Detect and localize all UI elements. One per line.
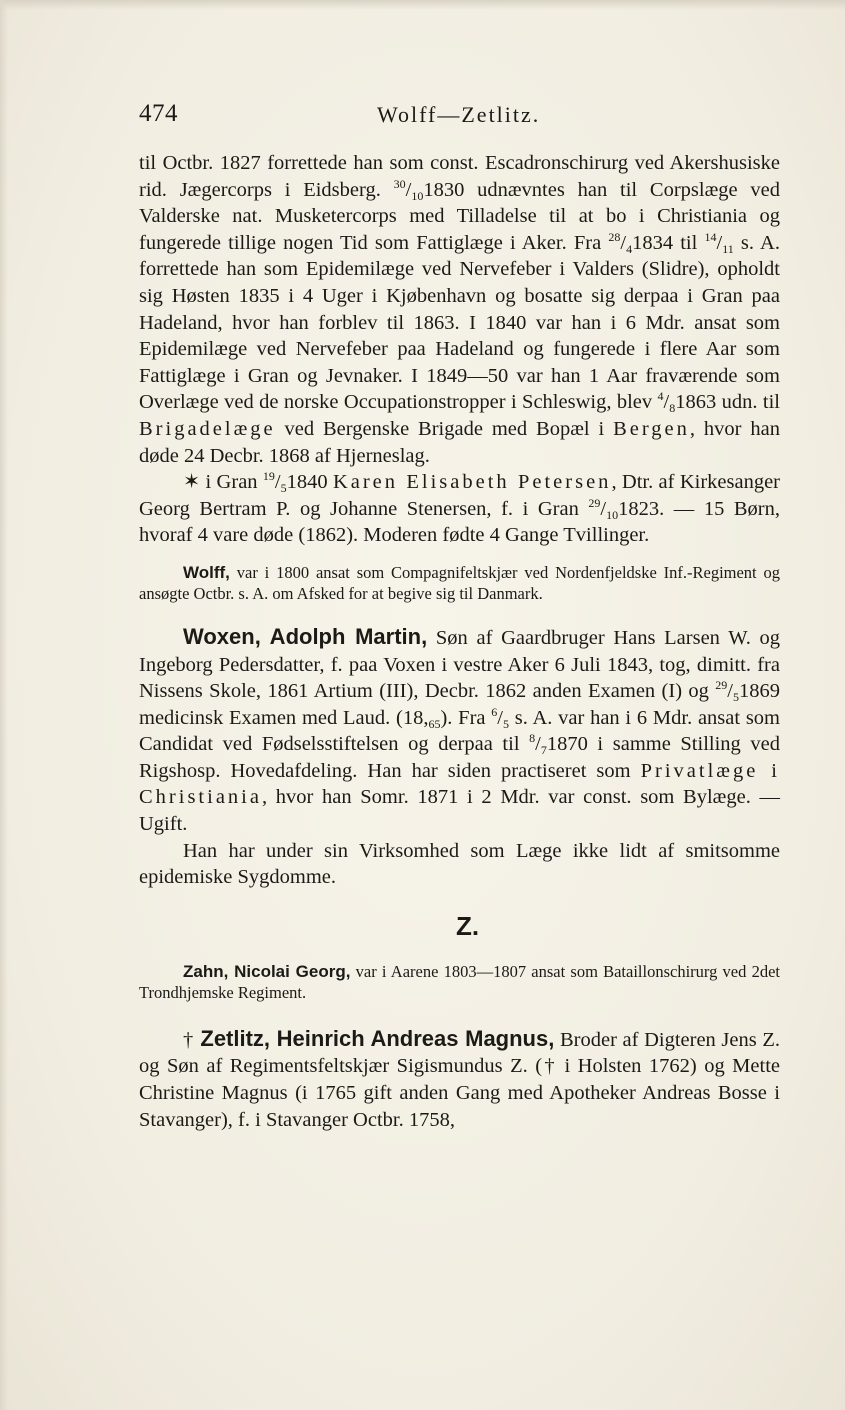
spacer (139, 604, 780, 624)
entry-name: Zahn, Nicolai Georg, (183, 961, 351, 981)
text-run: i Gran (200, 471, 263, 494)
entry-name: Wolff, (183, 562, 230, 582)
text-run: 1823. — 15 Børn, hvoraf 4 vare døde (1862). Moderen fødte 4 Gange Tvillinger. (139, 497, 781, 547)
fraction-numerator: 6 (491, 704, 498, 719)
fraction-denominator: 5 (733, 690, 739, 705)
text-run: 1840 (286, 471, 333, 494)
body-text (139, 150, 780, 1133)
text-run: til Octbr. 1827 forrettede han som const. Escadronschirurg ved Akershusiske rid. Jægercorps i Eidsberg. (139, 152, 780, 201)
entry-wolff-marriage: ✶ i Gran $^{19}/_51840$ Karen Elisabeth Petersen, Dtr. af Kirkesanger Georg Bertram P. og Johanne Stenersen, f. i Gran $^{29}/_{10}1823$. — 15 Børn, hvoraf 4 vare døde (1862). Moderen fødte 4 Gange Tvillinger. (139, 469, 781, 547)
fraction-numerator: 8 (529, 731, 536, 746)
fraction-numerator: 30 (393, 176, 406, 191)
fraction-denominator: 7 (540, 743, 547, 758)
text-run: Han har under sin Virksomhed som Læge ikke lidt af smitsomme epidemiske Sygdomme. (139, 839, 780, 889)
fraction-denominator: 4 (626, 241, 633, 256)
spacer (139, 549, 780, 562)
fraction-denominator: 10 (606, 507, 619, 522)
spacer (139, 1003, 780, 1026)
text-run: var i 1800 ansat som Compagnifeltskjær ved Nordenfjeldske Inf.-Regiment og ansøgte Octbr. s. A. om Afsked for at begive sig til Danmark. (139, 562, 780, 603)
text-run: var i Aarene 1803—1807 ansat som Bataillonschirurg ved 2det Trondhjemske Regiment. (139, 961, 780, 1002)
fraction-denominator: 5 (280, 481, 287, 496)
page-header (139, 96, 779, 132)
spaced-text: Privatlæge i Christiania (139, 759, 781, 809)
spacer (139, 941, 780, 961)
entry-name: Zetlitz, Heinrich Andreas Magnus, (193, 1025, 555, 1051)
death-symbol: † (183, 1028, 194, 1051)
spaced-text: Bergen (613, 417, 690, 440)
spaced-text: Karen Elisabeth Petersen (332, 471, 612, 494)
text-run: s. A. var han i 6 Mdr. ansat som Candidat ved Fødselsstiftelsen og derpaa til (139, 706, 781, 756)
fraction-numerator: 29 (715, 678, 728, 693)
entry-wolff-feltskjaer (139, 562, 780, 604)
page-edge-left (0, 0, 8, 1410)
entry-woxen-note (139, 838, 780, 891)
entry-woxen: Woxen, Adolph Martin, Søn af Gaardbruger Hans Larsen W. og Ingeborg Pedersdatter, f. paa Voxen i vestre Aker 6 Juli 1843, tog, dimitt. fra Nissens Skole, 1861 Artium (III), Decbr. 1862 anden Examen (I) og $^{29}/_51869$ medicinsk Examen med Laud. $(18,_{65})$. Fra $^6/_5$ s. A. var han i 6 Mdr. ansat som Candidat ved Fødselsstiftelsen og derpaa til $^8/_71870$ i samme Stilling ved Rigshosp. Hovedafdeling. Han har siden practiseret som Privatlæge i Christiania, hvor han Somr. 1871 i 2 Mdr. var const. som Bylæge. — Ugift. (139, 623, 781, 836)
text-run: 1863 udn. til (675, 391, 780, 414)
entry-zetlitz (139, 1026, 780, 1133)
spacer (139, 891, 780, 911)
fraction-denominator: 5 (502, 716, 509, 731)
fraction-denominator: 8 (669, 401, 676, 416)
text-run: , Dtr. af Kirkesanger Georg Bertram P. og Johanne Stenersen, f. i Gran (139, 471, 781, 520)
page-edge-top (0, 0, 845, 10)
text-run: 1869 medicinsk Examen med Laud. (18, (139, 680, 780, 729)
text-run: 1870 i samme Stilling ved Rigshosp. Hovedafdeling. Han har siden practiseret som (139, 733, 780, 782)
fraction-numerator: 14 (704, 229, 717, 244)
fraction-numerator: 19 (262, 469, 275, 484)
text-run: Broder af Digteren Jens Z. og Søn af Regimentsfeltskjær Sigismundus Z. († i Holsten 1762) og Mette Christine Magnus (i 1765 gift anden Gang med Apotheker Andreas Bosse i Stavanger), f. i Stavanger Octbr. 1758, (139, 1028, 781, 1131)
fraction-numerator: 28 (608, 229, 621, 244)
spaced-text: Brigadelæge (139, 417, 276, 440)
section-letter: Z. (455, 910, 480, 941)
fraction-numerator: 4 (657, 389, 664, 404)
marriage-symbol: ✶ (183, 471, 201, 494)
text-run: 1830 udnævntes han til Corpslæge ved Valderske nat. Musketercorps med Tilladelse til at bo i Christiania og fungerede tillige nogen Tid som Fattiglæge i Aker. Fra (139, 178, 780, 254)
fraction-denominator: 10 (411, 188, 424, 203)
text-run: Søn af Gaardbruger Hans Larsen W. og Ingeborg Pedersdatter, f. paa Voxen i vestre Aker 6 Juli 1843, tog, dimitt. fra Nissens Skole, 1861 Artium (III), Decbr. 1862 anden Examen (I) og (139, 626, 780, 703)
entry-name: Woxen, Adolph Martin, (183, 623, 428, 649)
text-run: , hvor han døde 24 Decbr. 1868 af Hjerneslag. (139, 417, 780, 467)
text-run: ). Fra (440, 706, 492, 729)
text-run: s. A. forrettede han som Epidemilæge ved Nervefeber i Valders (Slidre), opholdt sig Høsten 1835 i 4 Uger i Kjøbenhavn og bosatte sig derpaa i Gran paa Hadeland, hvor han forblev til 1863. I 1840 var han i 6 Mdr. ansat som Epidemilæge ved Nervefeber paa Hadeland og fungerede i flere Aar som Fattiglæge i Gran og Jevnaker. I 1849—50 var han 1 Aar fraværende som Overlæge ved de norske Occupationstropper i Schleswig, blev (139, 231, 780, 414)
page-number: 474 (139, 100, 178, 127)
fraction-denominator: 11 (722, 241, 734, 256)
text-run: ved Bergenske Brigade med Bopæl i (275, 417, 614, 440)
running-head: Wolff—Zetlitz. (377, 102, 541, 127)
entry-wolff-continuation: til Octbr. 1827 forrettede han som const. Escadronschirurg ved Akershusiske rid. Jægercorps i Eidsberg. $^{30}/_{10}1830$ udnævntes han til Corpslæge ved Valderske nat. Musketercorps med Tilladelse til at bo i Christiania og fungerede tillige nogen Tid som Fattiglæge i Aker. Fra $^{28}/_41834$ til $^{14}/_{11}$ s. A. forrettede han som Epidemilæge ved Nervefeber i Valders (Slidre), opholdt sig Høsten 1835 i 4 Uger i Kjøbenhavn og bosatte sig derpaa i Gran paa Hadeland, hvor han forblev til 1863. I 1840 var han i 6 Mdr. ansat som Epidemilæge ved Nervefeber paa Hadeland og fungerede i flere Aar som Fattiglæge i Gran og Jevnaker. I 1849—50 var han 1 Aar fraværende som Overlæge ved de norske Occupationstropper i Schleswig, blev $^4/_81863$ udn. til Brigadelæge ved Bergenske Brigade med Bopæl i Bergen, hvor han døde 24 Decbr. 1868 af Hjerneslag. (139, 152, 780, 467)
text-run: , hvor han Somr. 1871 i 2 Mdr. var const. som Bylæge. — Ugift. (139, 786, 780, 836)
fraction-numerator: 29 (588, 495, 601, 510)
text-run: 1834 til (632, 231, 705, 254)
subscript: 65 (428, 716, 441, 731)
entry-zahn (139, 961, 780, 1003)
